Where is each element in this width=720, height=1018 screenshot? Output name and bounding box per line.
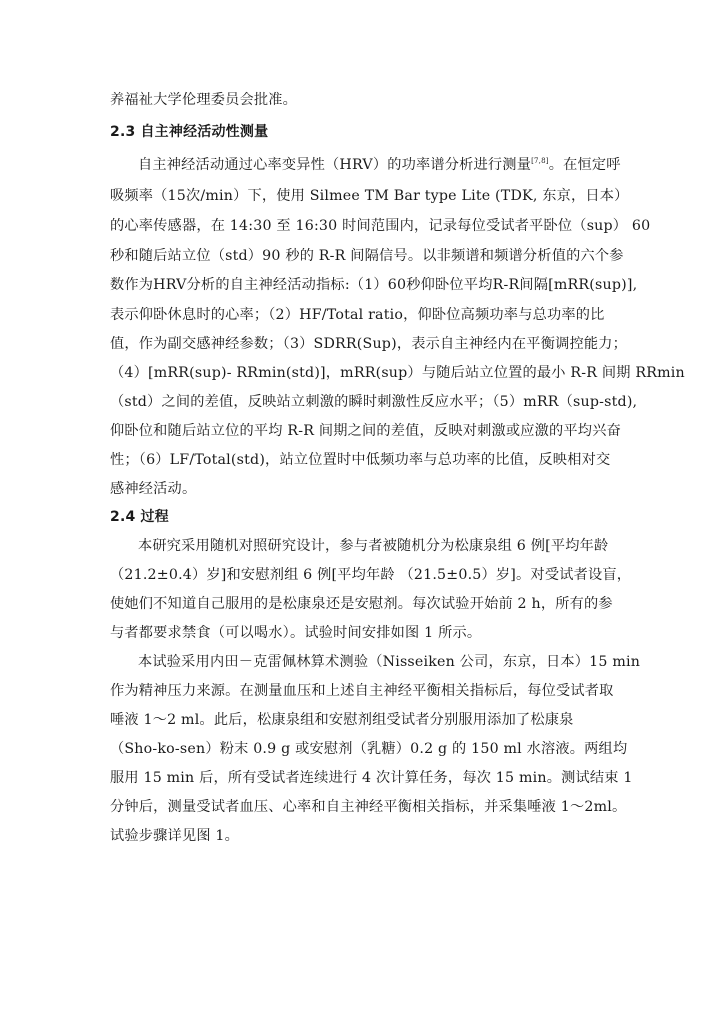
text: 自主神经活动通过心率变异性（HRV）的功率谱分析进行测量 [138,157,532,173]
paragraph-line: 的心率传感器，在 14:30 至 16:30 时间范围内，记录每位受试者平卧位（sup） 60 [110,218,651,234]
section-heading-2-3: 2.3 自主神经活动性测量 [110,124,269,140]
paragraph-line: （Sho-ko-sen）粉末 0.9 g 或安慰剂（乳糖）0.2 g 的 150 ml 水溶液。两组均 [110,741,628,757]
paragraph-line: 养福祉大学伦理委员会批准。 [110,92,298,108]
paragraph-line: 感神经活动。 [110,481,197,497]
paragraph-line: 作为精神压力来源。在测量血压和上述自主神经平衡相关指标后，每位受试者取 [110,683,614,699]
paragraph-line: 唾液 1～2 ml。此后，松康泉组和安慰剂组受试者分别服用添加了松康泉 [110,712,574,728]
paragraph-line: （21.2±0.4）岁]和安慰剂组 6 例[平均年龄 （21.5±0.5）岁]。对受试者设盲， [110,567,632,583]
paragraph-line: 与者都要求禁食（可以喝水）。试验时间安排如图 1 所示。 [110,625,482,641]
paragraph-line: 数作为HRV分析的自主神经活动指标:（1）60秒仰卧位平均R-R间隔[mRR(sup)], [110,277,638,293]
citation-superscript: [7,8] [531,157,549,165]
paragraph-line: 服用 15 min 后，所有受试者连续进行 4 次计算任务，每次 15 min。测试结束 1 [110,770,633,786]
paragraph-line: 本研究采用随机对照研究设计，参与者被随机分为松康泉组 6 例[平均年龄 [138,538,609,554]
paragraph-line: 使她们不知道自己服用的是松康泉还是安慰剂。每次试验开始前 2 h，所有的参 [110,596,613,612]
paragraph-line [138,155,621,175]
paragraph-line: 值，作为副交感神经参数；（3）SDRR(Sup)，表示自主神经内在平衡调控能力； [110,336,628,352]
paragraph-line: 分钟后，测量受试者血压、心率和自主神经平衡相关指标，并采集唾液 1～2ml。 [110,799,627,815]
paragraph-line: 仰卧位和随后站立位的平均 R-R 间期之间的差值，反映对刺激或应激的平均兴奋 [110,423,621,439]
paragraph-line: 试验步骤详见图 1。 [110,828,240,844]
paragraph-line: 秒和随后站立位（std）90 秒的 R-R 间隔信号。以非频谱和频谱分析值的六个参 [110,248,624,264]
paragraph-line: 吸频率（15次/min）下，使用 Silmee TM Bar type Lite (TDK, 东京，日本） [110,188,629,204]
paragraph-line: 性；（6）LF/Total(std)，站立位置时中低频功率与总功率的比值，反映相对交 [110,452,611,468]
paragraph-line: 表示仰卧休息时的心率；（2）HF/Total ratio，仰卧位高频功率与总功率的比 [110,307,605,323]
paragraph-line: 本试验采用内田－克雷佩林算术测验（Nisseiken 公司，东京，日本）15 min [138,654,641,670]
text: 。在恒定呼 [548,157,621,173]
paragraph-line: （std）之间的差值，反映站立刺激的瞬时刺激性反应水平；（5）mRR（sup-std), [110,394,638,410]
section-heading-2-4: 2.4 过程 [110,509,169,525]
paragraph-line: （4）[mRR(sup)- RRmin(std)]，mRR(sup）与随后站立位置的最小 R-R 间期 RRmin [110,365,685,381]
